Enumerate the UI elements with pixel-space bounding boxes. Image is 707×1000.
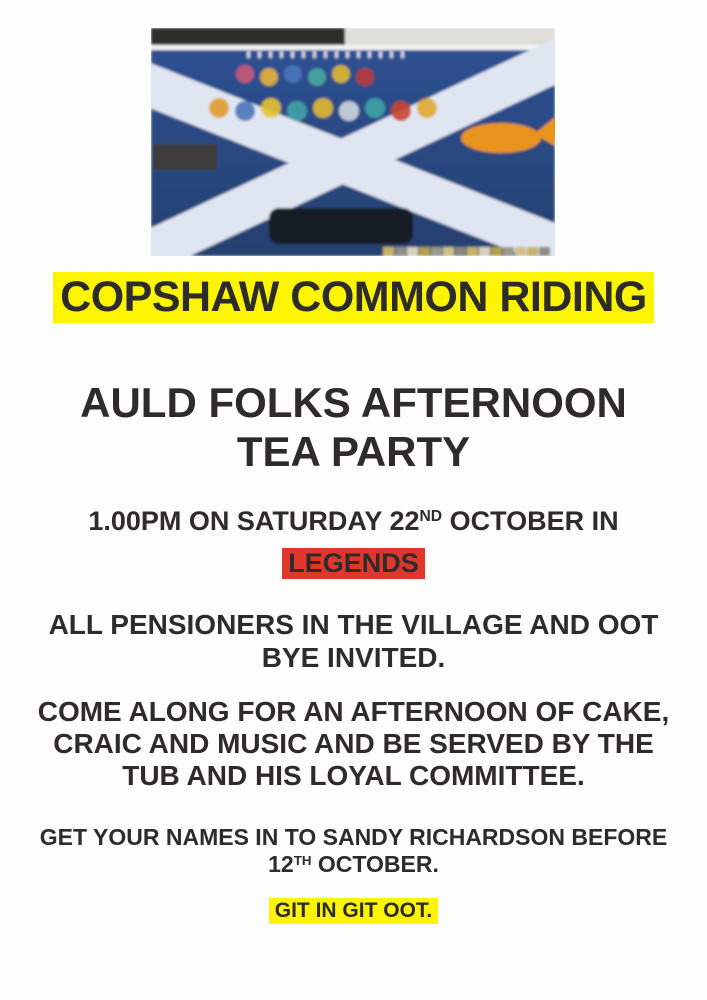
details-block — [0, 696, 707, 792]
goldfish-body — [461, 123, 541, 153]
flag-photo-svg — [151, 28, 555, 256]
date-venue-block — [0, 505, 707, 580]
footer-slogan-row — [0, 896, 707, 926]
flyer-title-row — [0, 270, 707, 324]
footer-slogan: GIT IN GIT OOT. — [269, 898, 439, 924]
white-stripe — [151, 45, 555, 50]
main-heading-line1: AULD FOLKS AFTERNOON — [80, 379, 627, 426]
invite-line2: BYE INVITED. — [261, 642, 446, 673]
rsvp-block — [0, 824, 707, 881]
dark-bottom-object — [269, 208, 413, 244]
details-line1: COME ALONG FOR AN AFTERNOON OF CAKE, — [37, 696, 670, 727]
invite-line1: ALL PENSIONERS IN THE VILLAGE AND OOT — [48, 609, 659, 640]
main-heading-line2: TEA PARTY — [236, 428, 471, 475]
rsvp-line1: GET YOUR NAMES IN TO SANDY RICHARDSON BEFORE — [39, 824, 668, 850]
date-line: 1.00PM ON SATURDAY 22ND OCTOBER IN — [88, 506, 619, 536]
dark-shelf — [151, 28, 345, 45]
venue-line — [0, 547, 707, 580]
saltire-flag-photo — [151, 28, 555, 256]
date-ordinal: ND — [419, 508, 443, 526]
rsvp-ordinal: TH — [293, 852, 312, 868]
dark-side-object — [153, 144, 217, 170]
venue-highlight: LEGENDS — [282, 548, 425, 579]
rsvp-line2: 12TH OCTOBER. — [268, 851, 439, 877]
details-line2: CRAIC AND MUSIC AND BE SERVED BY THE — [53, 728, 654, 759]
flyer-title: COPSHAW COMMON RIDING — [53, 272, 654, 323]
main-heading — [0, 378, 707, 476]
invite-block — [0, 608, 707, 674]
details-line3: TUB AND HIS LOYAL COMMITTEE. — [122, 760, 585, 791]
flag-fringe — [247, 51, 404, 58]
